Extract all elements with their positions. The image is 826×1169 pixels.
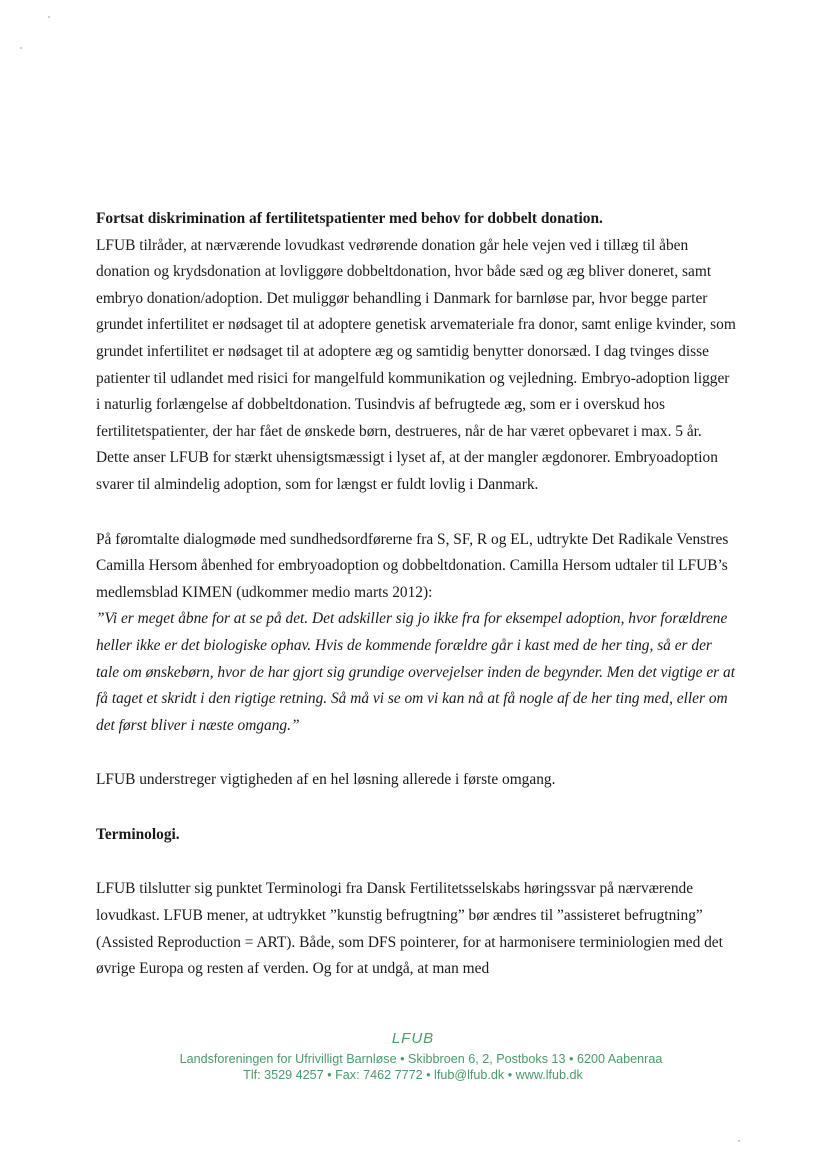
paragraph-terminology: LFUB tilslutter sig punktet Terminologi fra Dansk Fertilitetsselskabs høringssvar på nærværende lovudkast. LFUB mener, at udtrykket ”kunstig befrugtning” bør ændres til ”assisteret befrugtning” (Assisted Reproduction = ART). Både, som DFS pointerer, for at harmonisere terminiologien med det øvrige Europa og resten af verden. Og for at undgå, at man med xyxy=(96,880,723,978)
quote-camilla-hersom: ”Vi er meget åbne for at se på det. Det adskiller sig jo ikke fra for eksempel adoption, hvor forældrene heller ikke er det biologiske ophav. Hvis de kommende forældre går i kast med de her ting, så er der tale om ønskebørn, hvor de har gjort sig grundige overvejelser inden de begynder. Men det vigtige er at få taget et skridt i den rigtige retning. Så må vi se om vi kan nå at få nogle af de her ting med, eller om det først bliver i næste omgang.” xyxy=(96,610,735,734)
section-heading-terminology: Terminologi. xyxy=(96,825,180,843)
letter-body xyxy=(96,206,736,983)
section-heading-double-donation: Fortsat diskrimination af fertilitetspatienter med behov for dobbelt donation. xyxy=(96,210,603,227)
scan-speck xyxy=(48,16,50,18)
paragraph-full-solution: LFUB understreger vigtigheden af en hel løsning allerede i første omgang. xyxy=(96,771,556,789)
scan-speck xyxy=(20,47,22,49)
paragraph-dialogue-meeting: På føromtalte dialogmøde med sundhedsordførerne fra S, SF, R og EL, udtrykte Det Radikale Venstres Camilla Hersom åbenhed for embryoadoption og dobbeltdonation. Camilla Hersom udtaler til LFUB’s medlemsblad KIMEN (udkommer medio marts 2012): xyxy=(96,530,729,601)
scan-speck xyxy=(738,1140,740,1142)
paragraph-double-donation: LFUB tilråder, at nærværende lovudkast vedrørende donation går hele vejen ved i tillæg til åben donation og krydsdonation at lovliggøre dobbeltdonation, hvor både sæd og æg bliver doneret, samt embryo donation/adoption. Det muliggør behandling i Danmark for barnløse par, hvor begge parter grundet infertilitet er nødsaget til at adoptere genetisk arvemateriale fra donor, samt enlige kvinder, som grundet infertilitet er nødsaget til at adoptere æg og samtidig benytter donorsæd. I dag tvinges disse patienter til udlandet med risici for mangelfuld kommunikation og vejledning. Embryo-adoption ligger i naturlig forlængelse af dobbeltdonation. Tusindvis af befrugtede æg, som er i overskud hos fertilitetspatienter, der har fået de ønskede børn, destrueres, når de har været opbevaret i max. 5 år. Dette anser LFUB for stærkt uhensigtsmæssigt i lyset af, at der mangler ægdonorer. Embryoadoption svarer til almindelig adoption, som for længst er fuldt lovlig i Danmark. xyxy=(96,236,736,493)
footer-logo: LFUB xyxy=(391,1030,435,1047)
footer-address: Landsforeningen for Ufrivilligt Barnløse • Skibbroen 6, 2, Postboks 13 • 6200 Aabenraa xyxy=(179,1052,663,1066)
footer-contact: Tlf: 3529 4257 • Fax: 7462 7772 • lfub@lfub.dk • www.lfub.dk xyxy=(243,1068,583,1082)
